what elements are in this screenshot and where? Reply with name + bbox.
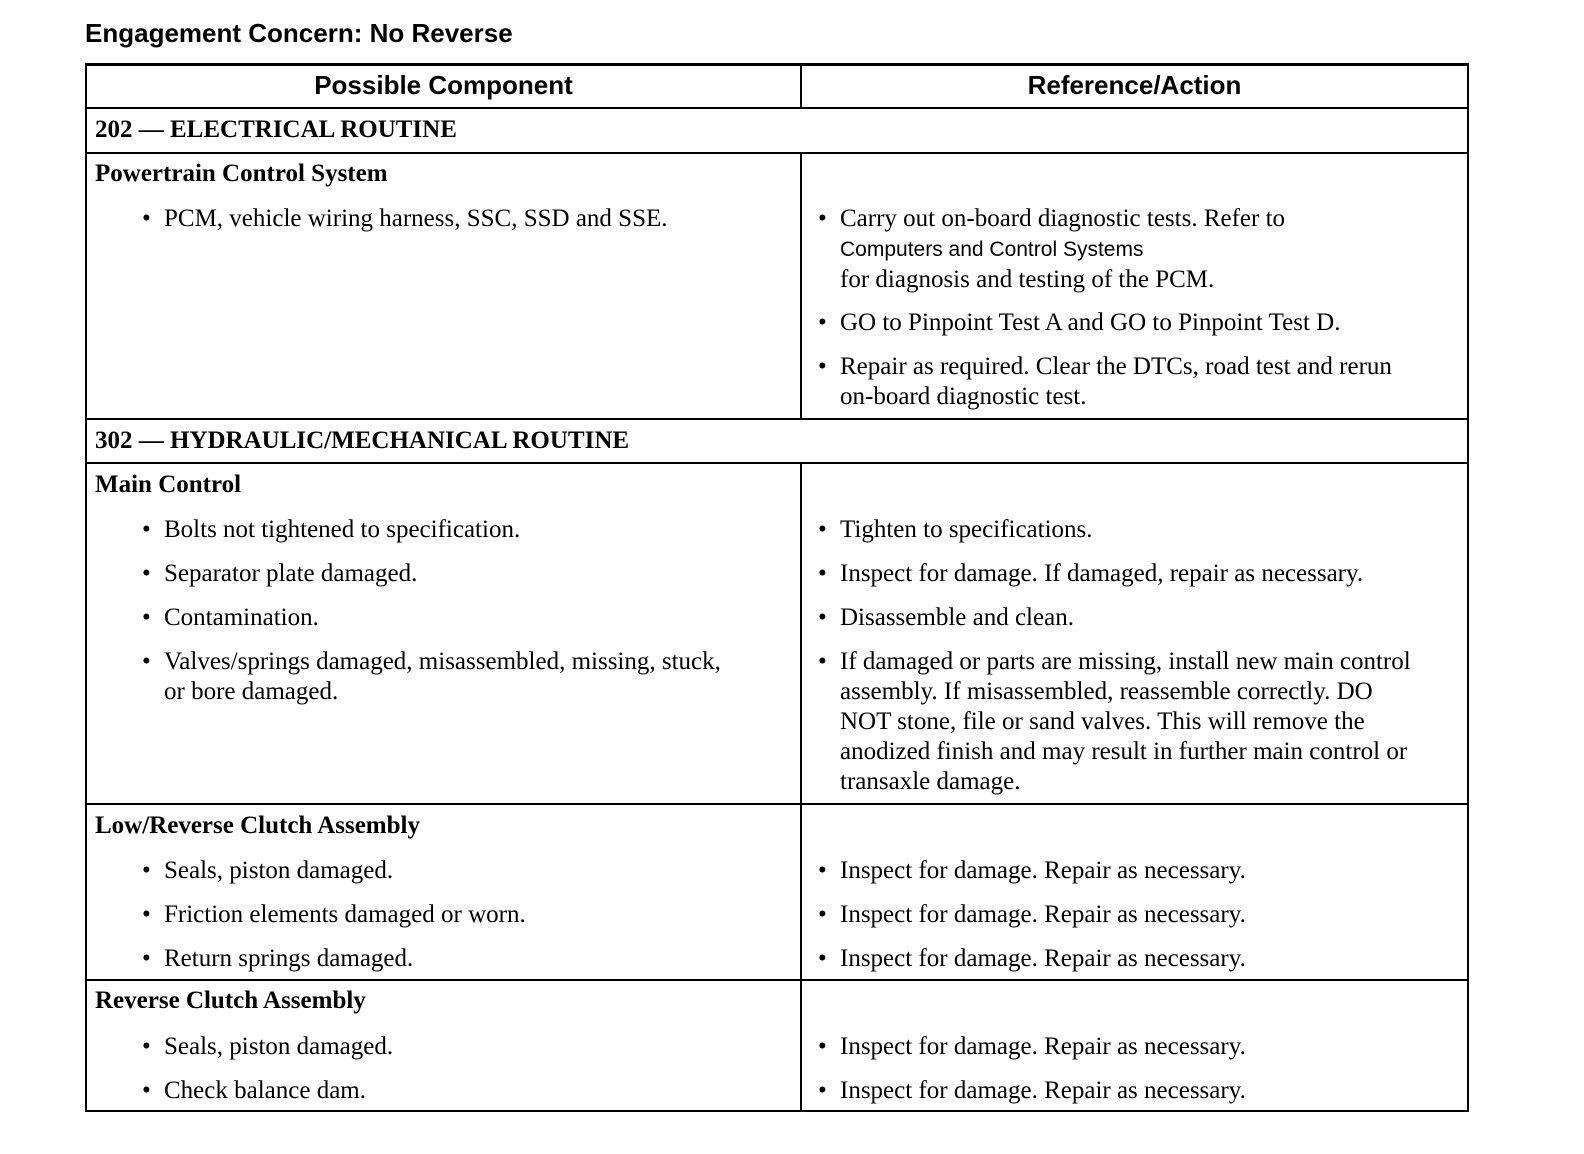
component-item: • Seals, piston damaged. bbox=[142, 857, 394, 884]
action-item: • Inspect for damage. Repair as necessary. bbox=[818, 901, 1246, 928]
divider bbox=[85, 418, 1469, 420]
component-item: • Check balance dam. bbox=[142, 1077, 366, 1104]
action-item: • Disassemble and clean. bbox=[818, 604, 1074, 631]
table-border bbox=[85, 1110, 1469, 1112]
action-item: • Inspect for damage. Repair as necessary. bbox=[818, 857, 1246, 884]
action-item: • Tighten to specifications. bbox=[818, 516, 1093, 543]
divider bbox=[85, 107, 1469, 109]
table-border bbox=[85, 63, 87, 1112]
action-item: • If damaged or parts are missing, install new main control assembly. If misassembled, reassemble correctly. DO NOT stone, file or sand valves. This will remove the anodized finish and may result in further main control or transaxle damage. bbox=[818, 648, 1411, 795]
divider bbox=[85, 462, 1469, 464]
group-heading: Reverse Clutch Assembly bbox=[95, 987, 366, 1014]
component-item: • Valves/springs damaged, misassembled, missing, stuck, or bore damaged. bbox=[142, 648, 721, 705]
action-item: • Repair as required. Clear the DTCs, road test and rerun on-board diagnostic test. bbox=[818, 353, 1392, 410]
component-item: • Friction elements damaged or worn. bbox=[142, 901, 526, 928]
component-item: • Return springs damaged. bbox=[142, 945, 414, 972]
section-electrical-routine: 202 — ELECTRICAL ROUTINE bbox=[95, 116, 457, 143]
section-hydraulic-mechanical-routine: 302 — HYDRAULIC/MECHANICAL ROUTINE bbox=[95, 427, 630, 454]
action-item: • Inspect for damage. Repair as necessary. bbox=[818, 1077, 1246, 1104]
component-item: • Contamination. bbox=[142, 604, 319, 631]
divider bbox=[85, 152, 1469, 154]
component-item: • Separator plate damaged. bbox=[142, 560, 418, 587]
header-possible-component: Possible Component bbox=[314, 70, 573, 100]
divider bbox=[85, 803, 1469, 805]
action-item: • Inspect for damage. Repair as necessary. bbox=[818, 1033, 1246, 1060]
page-title: Engagement Concern: No Reverse bbox=[85, 18, 513, 48]
action-item: • GO to Pinpoint Test A and GO to Pinpoint Test D. bbox=[818, 309, 1341, 336]
column-divider bbox=[800, 462, 802, 1112]
action-item: • Inspect for damage. Repair as necessary. bbox=[818, 945, 1246, 972]
component-item: • PCM, vehicle wiring harness, SSC, SSD and SSE. bbox=[142, 205, 668, 232]
component-item: • Seals, piston damaged. bbox=[142, 1033, 394, 1060]
table-border bbox=[85, 63, 1469, 66]
component-item: • Bolts not tightened to specification. bbox=[142, 516, 521, 543]
action-item: • Carry out on-board diagnostic tests. Refer to Computers and Control Systems for diagnosis and testing of the PCM. bbox=[818, 205, 1286, 293]
reference-link[interactable]: Computers and Control Systems bbox=[840, 238, 1144, 261]
action-item: • Inspect for damage. If damaged, repair as necessary. bbox=[818, 560, 1364, 587]
divider bbox=[85, 979, 1469, 981]
group-heading: Main Control bbox=[95, 471, 242, 498]
table-border bbox=[1467, 63, 1469, 1112]
column-divider bbox=[800, 152, 802, 419]
group-heading: Low/Reverse Clutch Assembly bbox=[95, 812, 420, 839]
group-heading: Powertrain Control System bbox=[95, 160, 388, 187]
header-reference-action: Reference/Action bbox=[1027, 70, 1242, 100]
